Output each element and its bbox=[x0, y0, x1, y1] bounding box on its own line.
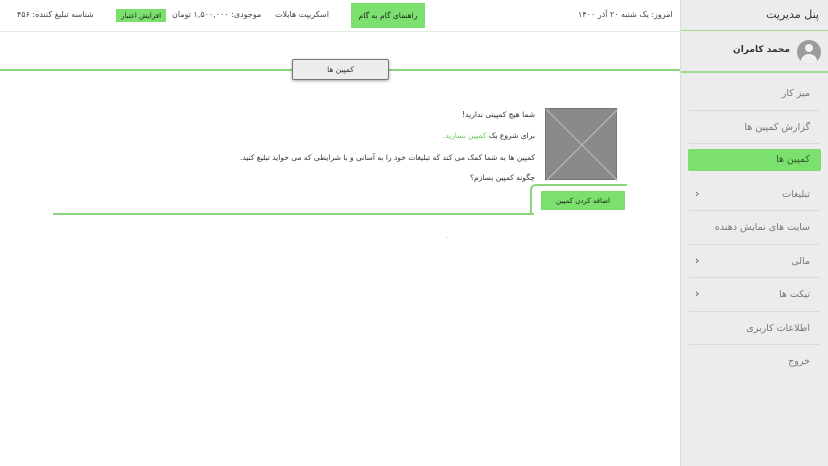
sidebar-item-label: تبلیغات bbox=[782, 188, 810, 200]
advertiser-id: شناسه تبلیغ کننده: ۴۵۶ bbox=[17, 10, 94, 19]
divider bbox=[681, 71, 828, 73]
sidebar bbox=[680, 0, 828, 466]
increase-credit-button[interactable]: افزایش اعتبار bbox=[116, 9, 166, 22]
today-date: امروز: یک شنبه ۲۰ آذر ۱۴۰۰ bbox=[578, 10, 673, 19]
divider bbox=[446, 237, 448, 238]
sidebar-item-ads[interactable] bbox=[689, 178, 820, 212]
sidebar-item-tickets[interactable] bbox=[689, 278, 820, 312]
no-campaign-message: شما هیچ کمپینی ندارید! bbox=[462, 110, 535, 119]
start-campaign-message: برای شروع یک کمپین بسازید. bbox=[442, 131, 535, 140]
sidebar-item-logout[interactable] bbox=[689, 345, 820, 379]
campaign-description: کمپین ها به شما کمک می کند که تبلیغات خود را به آسانی و با شرایطی که می خواید تبلیغ کنید. bbox=[239, 153, 535, 162]
user-name: محمد کامران bbox=[733, 45, 790, 55]
card-border bbox=[53, 212, 534, 215]
chevron-right-icon: › bbox=[695, 253, 700, 267]
add-campaign-button[interactable]: اضافه کردن کمپین bbox=[541, 191, 625, 210]
sidebar-item-dashboard[interactable] bbox=[689, 77, 820, 111]
image-placeholder-icon bbox=[545, 108, 617, 180]
scripts-link[interactable]: اسکریپت هابلات bbox=[275, 10, 329, 19]
step-by-step-guide-button[interactable]: راهنمای گام به گام bbox=[351, 3, 425, 28]
top-bar bbox=[0, 0, 680, 32]
avatar-icon bbox=[797, 40, 821, 64]
sidebar-item-user-info[interactable] bbox=[689, 312, 820, 346]
sidebar-item-label: سایت های نمایش دهنده bbox=[714, 222, 810, 233]
sidebar-item-label: گزارش کمپین ها bbox=[744, 121, 810, 133]
sidebar-item-campaigns[interactable] bbox=[689, 144, 820, 178]
how-to-create-campaign-link[interactable]: چگونه کمپین بسازم؟ bbox=[470, 173, 535, 182]
create-campaign-link[interactable]: کمپین بسازید. bbox=[442, 131, 487, 140]
sidebar-item-label: مالی bbox=[791, 255, 810, 267]
user-profile bbox=[681, 31, 828, 71]
chevron-right-icon: › bbox=[695, 186, 700, 200]
sidebar-menu bbox=[681, 77, 828, 379]
sidebar-item-financial[interactable] bbox=[689, 245, 820, 279]
tab-campaigns[interactable]: کمپین ها bbox=[292, 59, 389, 80]
balance: موجودی: ۱,۵۰۰,۰۰۰ تومان bbox=[172, 10, 262, 19]
sidebar-item-label: اطلاعات کاربری bbox=[746, 322, 810, 334]
sidebar-item-campaign-reports[interactable] bbox=[689, 111, 820, 145]
panel-title: پنل مدیریت bbox=[766, 8, 819, 21]
sidebar-item-label: تیکت ها bbox=[778, 289, 810, 300]
sidebar-item-label: کمپین ها bbox=[776, 154, 810, 165]
sidebar-item-publisher-sites[interactable] bbox=[689, 211, 820, 245]
sidebar-item-label: خروج bbox=[788, 356, 810, 367]
chevron-right-icon: › bbox=[695, 287, 700, 300]
sidebar-item-label: میز کار bbox=[781, 88, 810, 99]
